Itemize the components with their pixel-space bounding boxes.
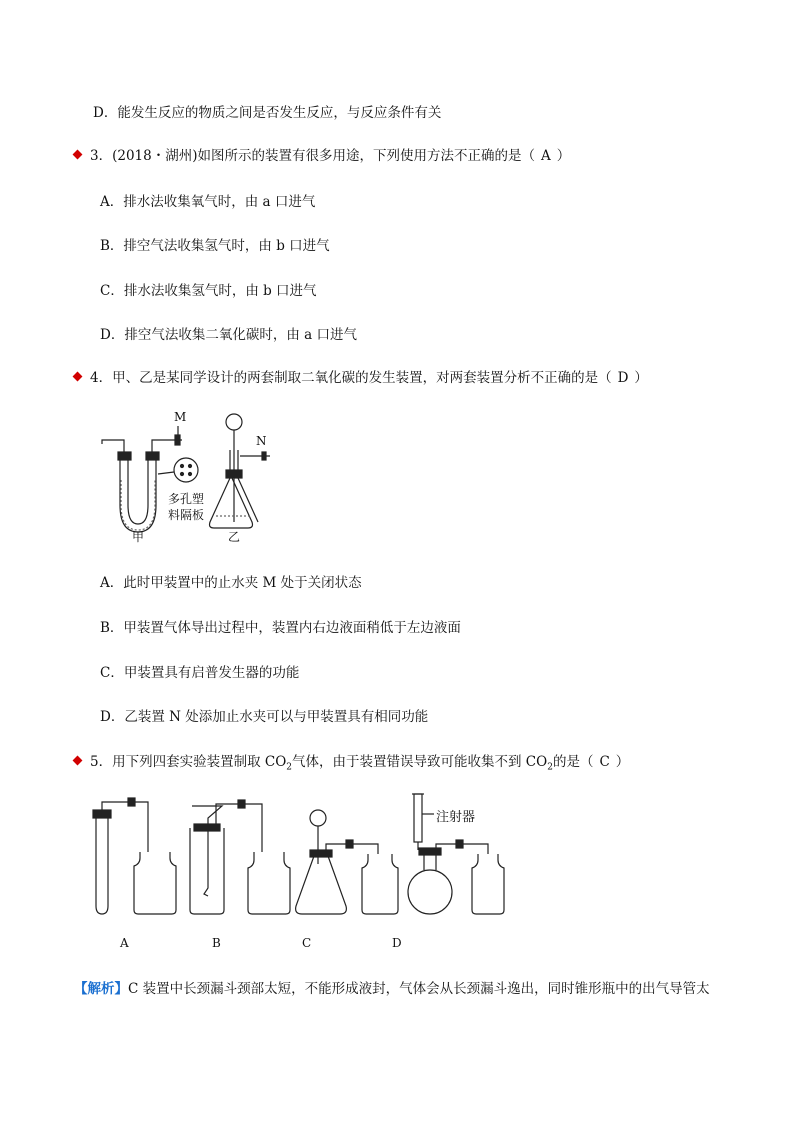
q5-stem-end: 的是（ (552, 754, 594, 770)
q5-label-a: A (120, 936, 129, 950)
q5-answer: C (599, 754, 610, 770)
q5-label-d: D (392, 936, 402, 950)
q4-option-c: C．甲装置具有启普发生器的功能 (100, 665, 300, 681)
q4-figure (98, 410, 288, 550)
q3-option-b: B．排空气法收集氢气时，由 b 口进气 (100, 238, 330, 254)
q5-subscript: 2 (547, 762, 553, 773)
q3-option-c: C．排水法收集氢气时，由 b 口进气 (100, 283, 317, 299)
q3-answer: A (540, 148, 551, 164)
q4-answer: D (617, 370, 629, 386)
q4-stem (90, 369, 648, 387)
q4-stem-prefix: 4．甲、乙是某同学设计的两套制取二氧化碳的发生装置，对两套装置分析不正确的是（ (90, 370, 612, 386)
q4-label-m: M (174, 410, 187, 424)
q4-apparatus-diagram (98, 410, 288, 550)
q3-option-d: D．排空气法收集二氧化碳时，由 a 口进气 (100, 327, 357, 343)
q4-label-plate-2: 料隔板 (168, 508, 205, 522)
q3-stem-suffix: ） (556, 148, 571, 164)
q5-label-c: C (302, 936, 312, 950)
q4-label-yi: 乙 (228, 530, 241, 544)
q5-stem-mid: 气体，由于装置错误导致可能收集不到 CO (292, 754, 548, 770)
q4-option-d: D．乙装置 N 处添加止水夹可以与甲装置具有相同功能 (100, 709, 429, 725)
q5-stem-suffix: ） (615, 754, 630, 770)
q4-option-a: A．此时甲装置中的止水夹 M 处于关闭状态 (100, 575, 362, 591)
q5-stem-prefix: 5．用下列四套实验装置制取 CO (90, 754, 287, 770)
question-marker-icon (73, 372, 83, 382)
q5-subscript: 2 (286, 762, 293, 773)
q4-label-plate-1: 多孔塑 (168, 492, 205, 506)
q5-label-b: B (212, 936, 221, 950)
q5-stem (90, 753, 629, 777)
q5-figure (88, 788, 508, 953)
q2-option-d: D．能发生反应的物质之间是否发生反应，与反应条件有关 (93, 105, 442, 121)
question-marker-icon (73, 150, 83, 160)
question-marker-icon (73, 756, 83, 766)
q4-option-b: B．甲装置气体导出过程中，装置内右边液面稍低于左边液面 (100, 620, 461, 636)
q4-stem-suffix: ） (634, 370, 648, 386)
analysis (74, 980, 710, 998)
q4-label-n: N (256, 434, 267, 448)
analysis-tag: 【解析】 (74, 981, 128, 997)
q5-syringe-label: 注射器 (436, 810, 476, 825)
q3-stem (90, 147, 570, 165)
q3-stem-prefix: 3．(2018・湖州)如图所示的装置有很多用途，下列使用方法不正确的是（ (90, 148, 535, 164)
analysis-text: C 装置中长颈漏斗颈部太短，不能形成液封，气体会从长颈漏斗逸出，同时锥形瓶中的出气导管太 (128, 981, 710, 997)
q4-label-jia: 甲 (132, 530, 145, 544)
q3-option-a: A．排水法收集氧气时，由 a 口进气 (100, 194, 316, 210)
